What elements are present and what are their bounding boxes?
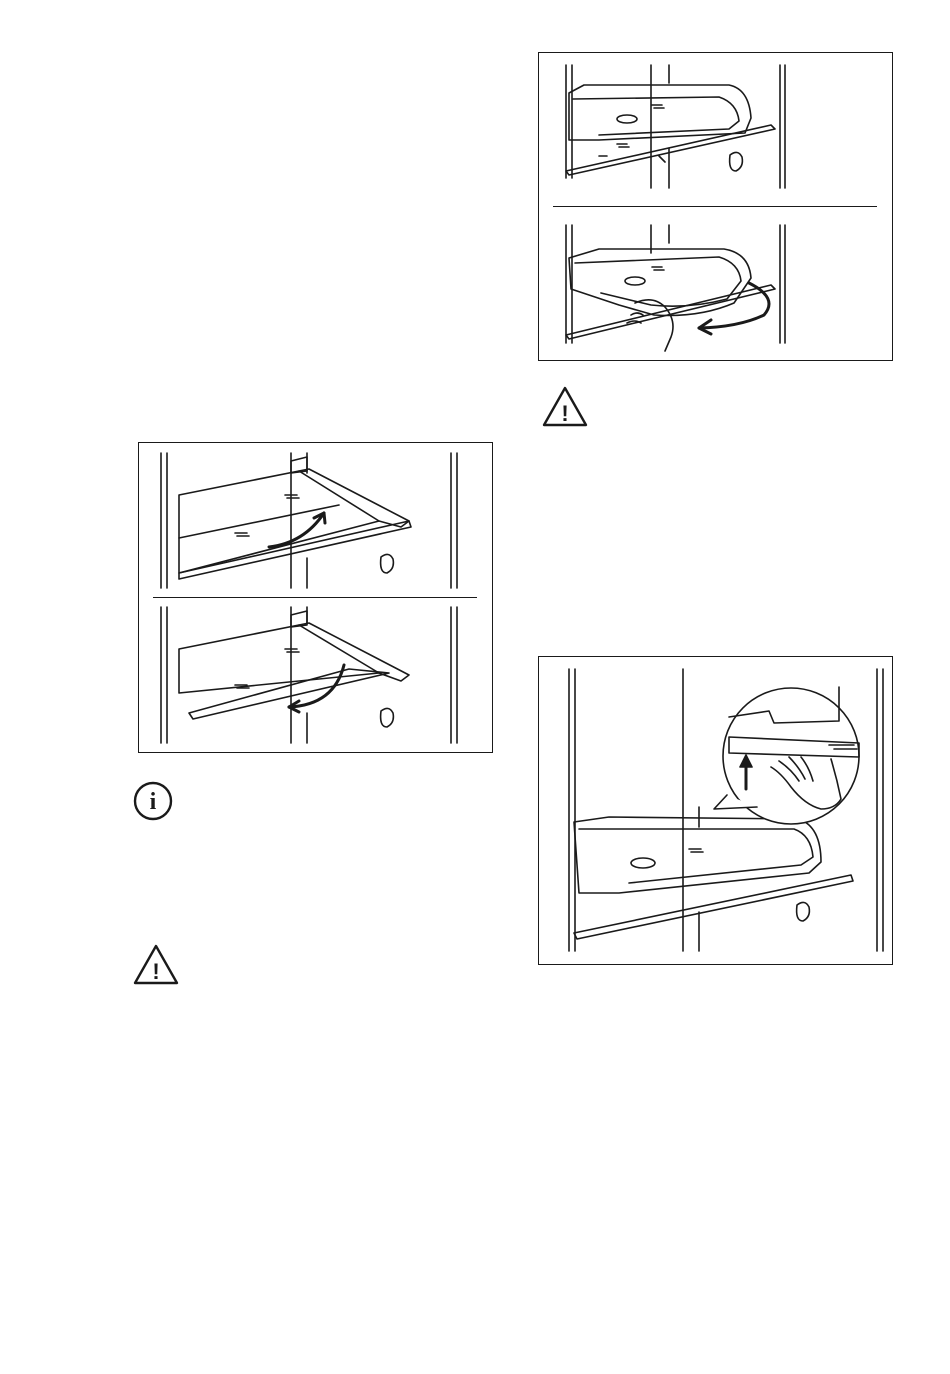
warning-icon: [132, 943, 180, 987]
figure-tray-remove: [538, 52, 893, 361]
tray-lift-illustration: [539, 657, 892, 964]
info-glyph: i: [149, 789, 157, 815]
panel-tray-in-place: [566, 65, 785, 188]
panel-tray-swing-out: [566, 225, 785, 351]
warning-glyph: !: [152, 959, 160, 984]
tray-remove-illustration: [539, 53, 892, 360]
figure-shelf-fold: [138, 442, 493, 753]
panel-shelf-folded: [161, 607, 457, 743]
panel-shelf-open: [161, 453, 457, 588]
shelf-fold-illustration: [139, 443, 492, 752]
warning-icon: [541, 385, 589, 429]
figure-tray-lift: [538, 656, 893, 965]
warning-glyph: !: [561, 401, 569, 426]
info-icon: [132, 780, 174, 822]
